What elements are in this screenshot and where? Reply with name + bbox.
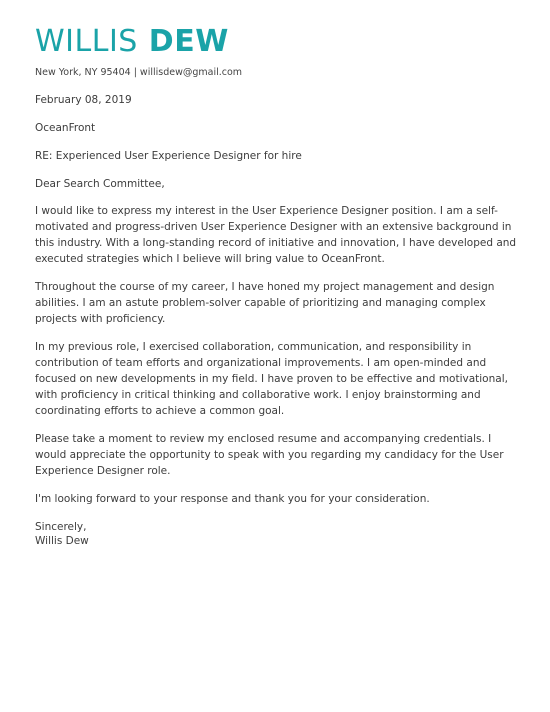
body-paragraph: I'm looking forward to your response and thank you for your consideration. [35,493,430,505]
body-paragraph: In my previous role, I exercised collaboration, communication, and responsibility in contribution of team efforts and organizational improvements. I am open-minded and focused on new developments in my field. I have proven to be effective and motivational, with proficiency in critical thinking and collaborative work. I enjoy brainstorming and coordinating efforts to achieve a common goal. [35,341,508,417]
last-name: DEW [148,24,229,59]
contact-info: New York, NY 95404 | willisdew@gmail.com [35,67,243,78]
first-name: WILLIS [35,24,138,59]
cover-letter [35,24,520,548]
salutation: Dear Search Committee, [35,178,165,190]
signature-name: Willis Dew [35,535,89,547]
letter-date: February 08, 2019 [35,94,132,106]
company-name: OceanFront [35,122,96,134]
applicant-name [35,24,520,60]
body-paragraph: Throughout the course of my career, I have honed my project management and design abilities. I am an astute problem-solver capable of prioritizing and managing complex projects with proficiency. [35,281,495,325]
closing: Sincerely, [35,521,87,533]
body-paragraph: I would like to express my interest in the User Experience Designer position. I am a self-motivated and progress-driven User Experience Designer with an extensive background in this industry. With a long-standing record of initiative and innovation, I have developed and executed strategies which I believe will bring value to OceanFront. [35,205,517,265]
subject-line: RE: Experienced User Experience Designer for hire [35,150,302,162]
body-paragraph: Please take a moment to review my enclosed resume and accompanying credentials. I would appreciate the opportunity to speak with you regarding my candidacy for the User Experience Designer role. [35,433,504,477]
